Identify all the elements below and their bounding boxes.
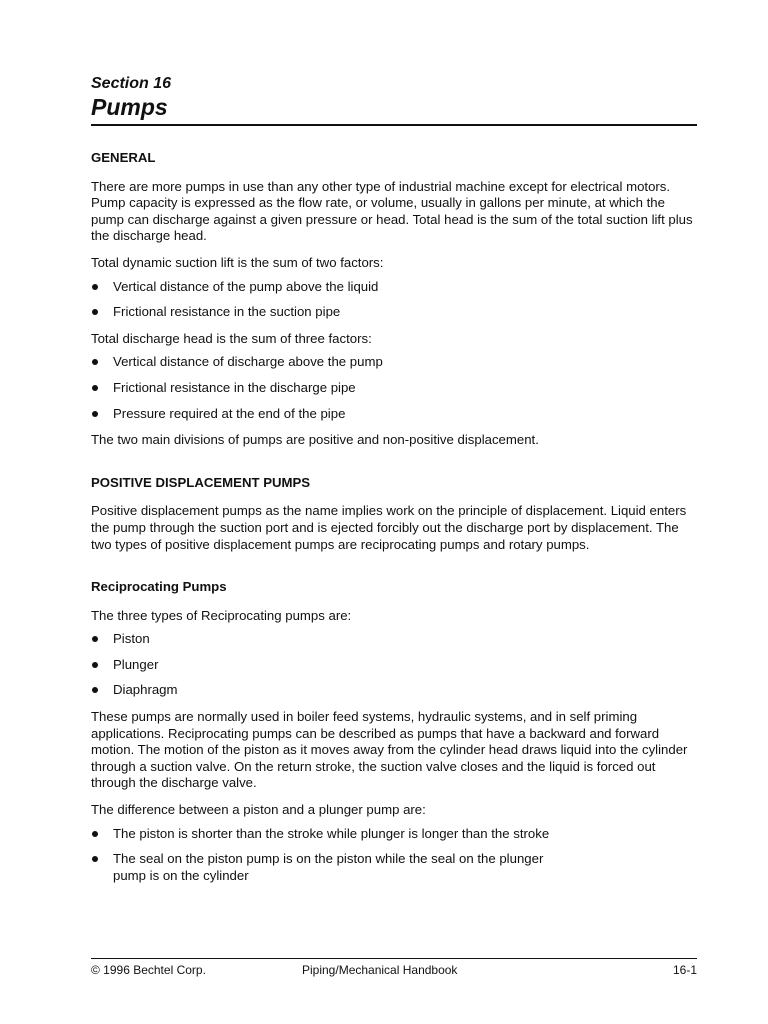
reciprocating-body: These pumps are normally used in boiler feed systems, hydraulic systems, and in self priming applications. Reciprocating pumps can be described as pumps that have a backward and forward motion. The motion of the piston as it moves away from the cylinder head draws liquid into the cylinder through a suction valve. On the return stroke, the suction valve closes and the liquid is forced out through the discharge valve. — [91, 709, 688, 791]
footer-divider — [91, 958, 697, 959]
general-intro: There are more pumps in use than any other type of industrial machine except for electrical motors. Pump capacity is expressed as the flow rate, or volume, usually in gallons per minute, at which the pump can discharge against a given pressure or head. Total head is the sum of the total suction lift plus the discharge head. — [91, 178, 693, 244]
list-item: Vertical distance of the pump above the liquid — [91, 279, 697, 296]
bullet-icon — [92, 411, 98, 417]
bullet-icon — [92, 284, 98, 290]
list-item: Vertical distance of discharge above the pump — [91, 354, 697, 371]
list-item: The seal on the piston pump is on the piston while the seal on the plunger pump is on the cylinder — [91, 851, 697, 884]
document-body — [91, 150, 697, 894]
bullet-icon — [92, 687, 98, 693]
bullet-icon — [92, 856, 98, 862]
positive-displacement-heading: POSITIVE DISPLACEMENT PUMPS — [91, 474, 311, 490]
bullet-icon — [92, 662, 98, 668]
general-heading: GENERAL — [91, 150, 156, 165]
discharge-lead: Total discharge head is the sum of three factors: — [91, 330, 372, 346]
list-item: Piston — [91, 631, 697, 648]
list-item: Diaphragm — [91, 682, 697, 699]
footer-page-number: 16-1 — [672, 963, 697, 977]
list-item: The piston is shorter than the stroke while plunger is longer than the stroke — [91, 826, 697, 843]
list-item: Frictional resistance in the suction pipe — [91, 304, 697, 321]
discharge-factor-list — [91, 354, 697, 422]
bullet-icon — [92, 636, 98, 642]
title-divider — [91, 124, 697, 126]
divisions-text: The two main divisions of pumps are positive and non-positive displacement. — [91, 432, 539, 448]
list-item: Plunger — [91, 657, 697, 674]
list-item: Pressure required at the end of the pipe — [91, 406, 697, 423]
bullet-icon — [92, 385, 98, 391]
page-title: Pumps — [91, 94, 168, 120]
footer-handbook-title: Piping/Mechanical Handbook — [302, 963, 458, 977]
suction-lead: Total dynamic suction lift is the sum of two factors: — [91, 254, 384, 270]
difference-lead: The difference between a piston and a plunger pump are: — [91, 802, 426, 818]
bullet-icon — [92, 831, 98, 837]
difference-list — [91, 826, 697, 885]
footer-copyright: © 1996 Bechtel Corp. — [91, 963, 206, 977]
bullet-icon — [92, 359, 98, 365]
bullet-icon — [92, 309, 98, 315]
positive-displacement-body: Positive displacement pumps as the name implies work on the principle of displacement. Liquid enters the pump through the suction port and is ejected forcibly out the discharge port by displacement. The two types of positive displacement pumps are reciprocating pumps and rotary pumps. — [91, 503, 687, 552]
reciprocating-type-list — [91, 631, 697, 699]
reciprocating-heading: Reciprocating Pumps — [91, 579, 227, 595]
reciprocating-types-lead: The three types of Reciprocating pumps are: — [91, 607, 352, 623]
list-item: Frictional resistance in the discharge pipe — [91, 380, 697, 397]
suction-factor-list — [91, 279, 697, 321]
section-label: Section 16 — [91, 75, 172, 92]
